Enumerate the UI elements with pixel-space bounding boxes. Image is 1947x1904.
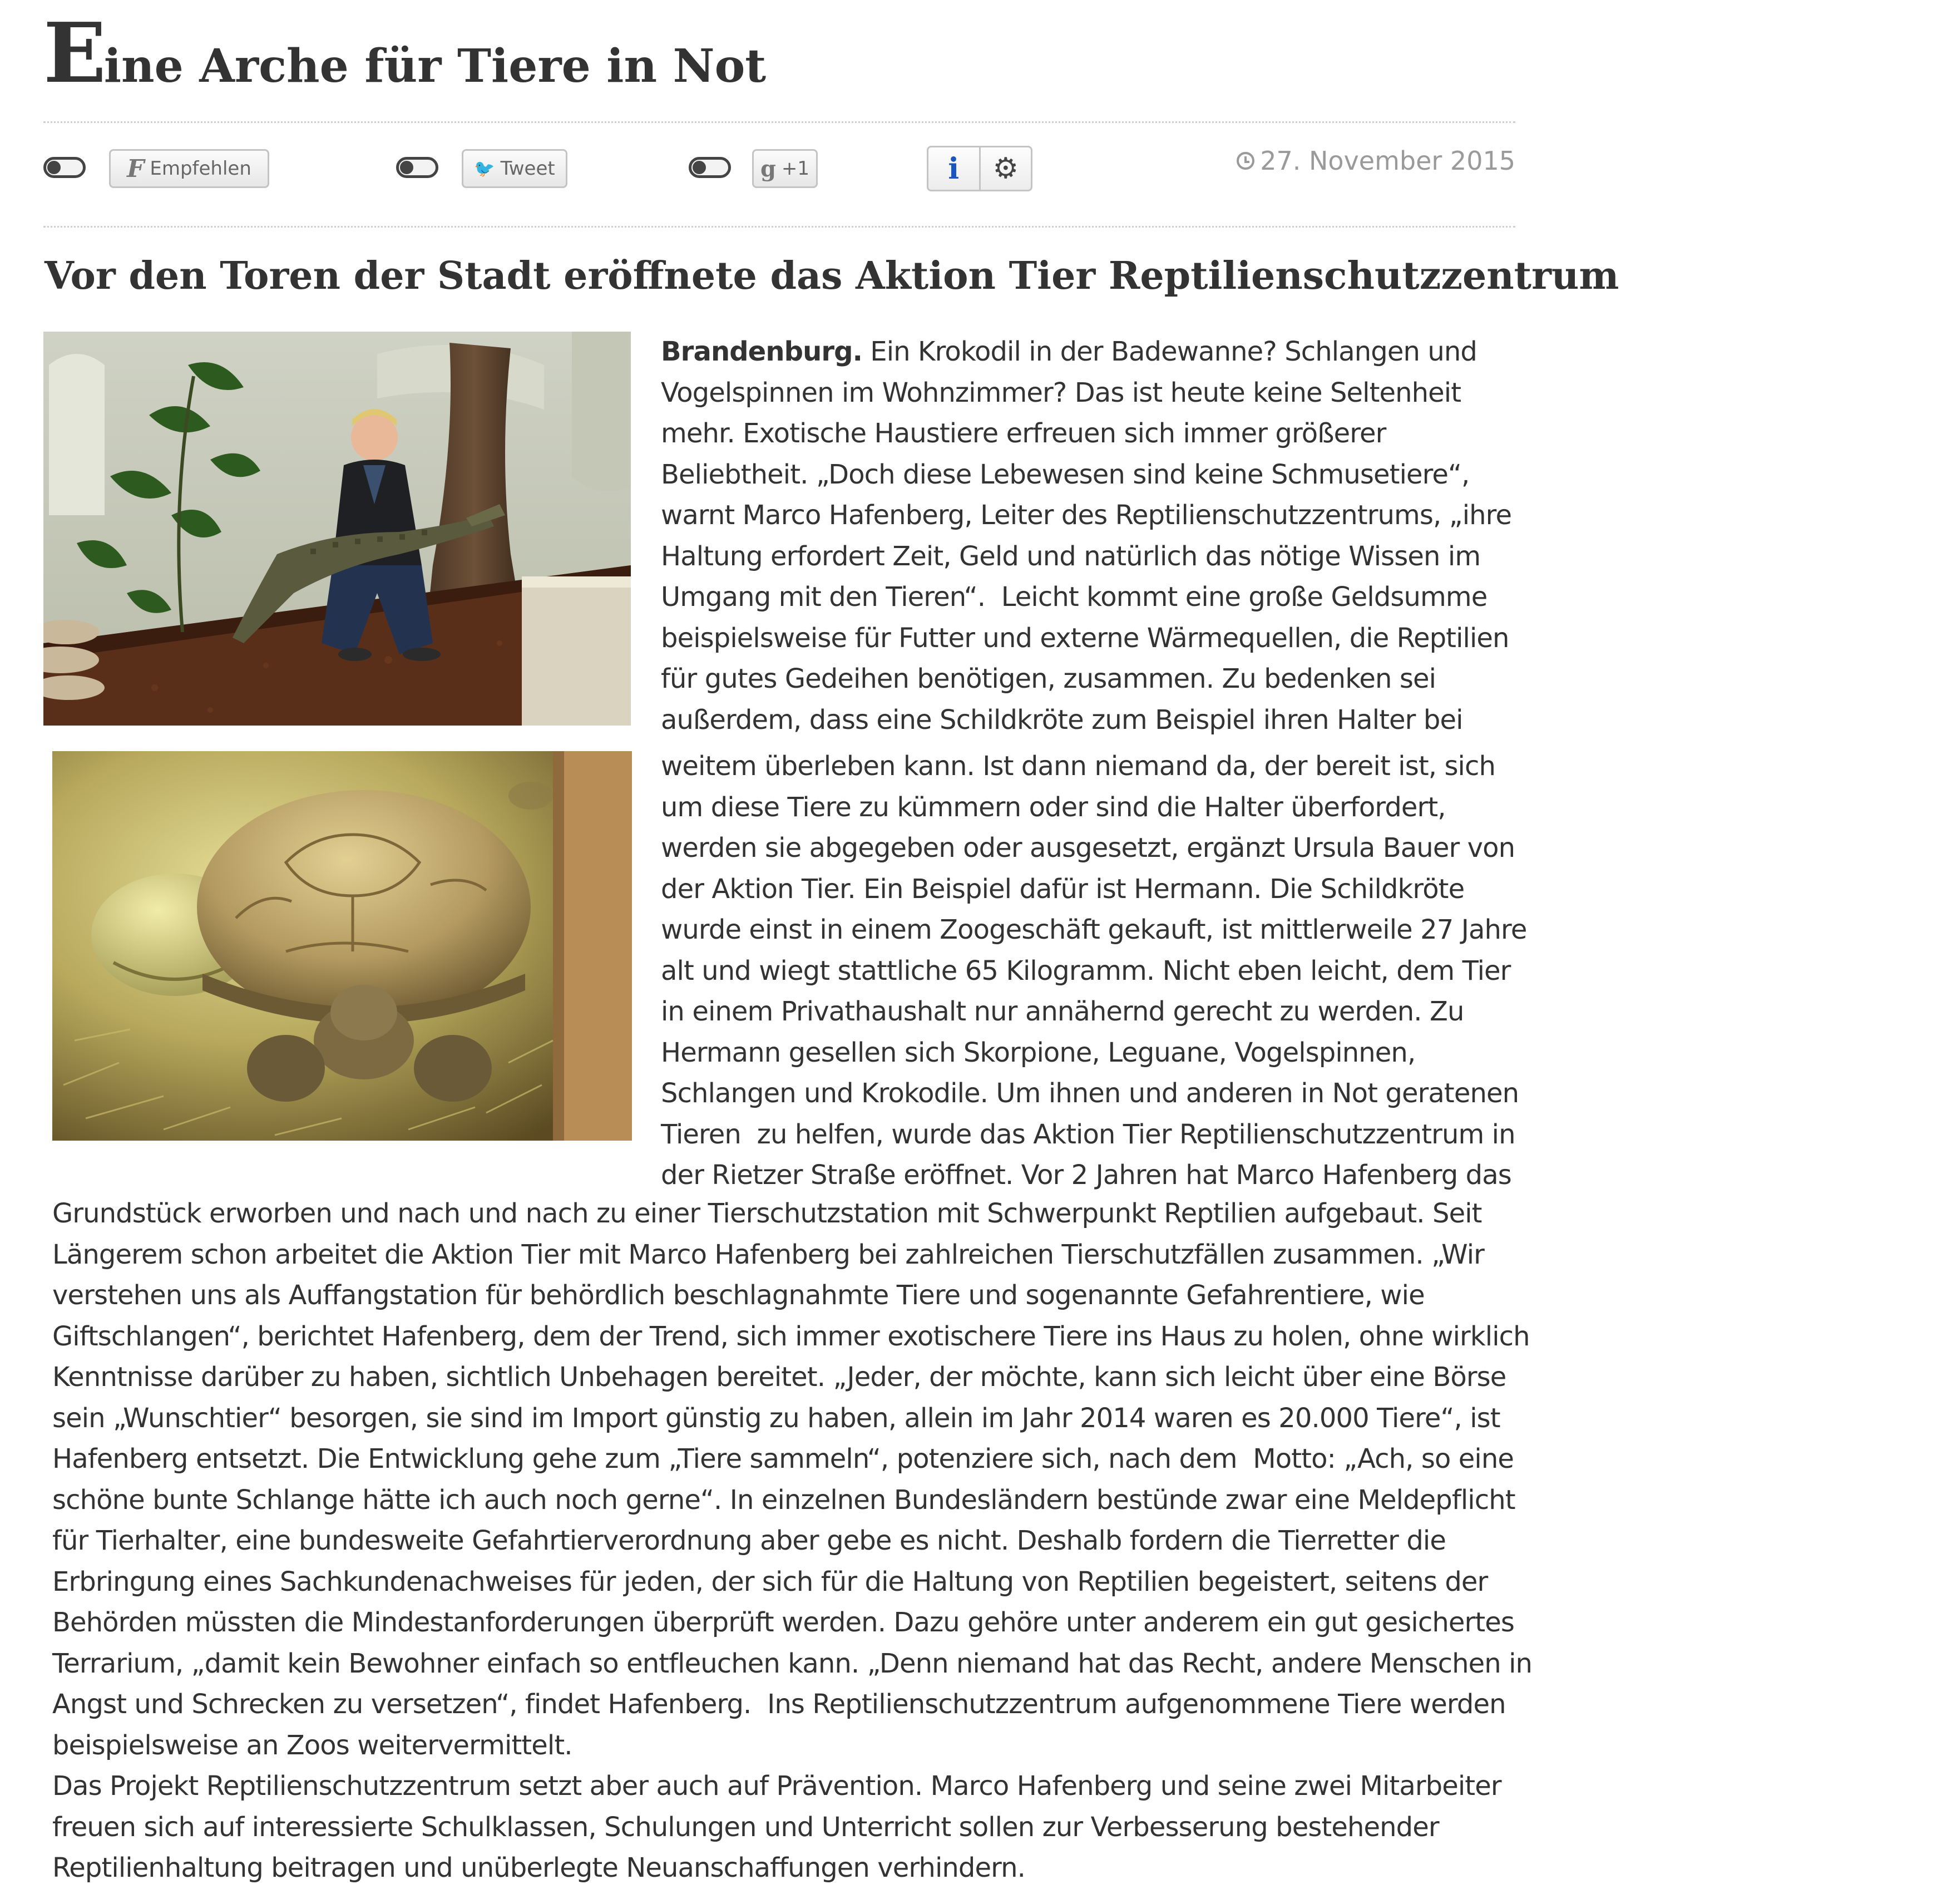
google-plus-label: +1 [781,157,810,180]
facebook-privacy-toggle[interactable] [43,157,86,178]
twitter-privacy-toggle[interactable] [396,157,438,178]
body-line: weitem überleben kann. Ist dann niemand da, der bereit ist, sich [661,751,1496,782]
crocodile-photo-illustration [43,332,631,726]
body-line: Längerem schon arbeitet die Aktion Tier mit Marco Hafenberg bei zahlreichen Tierschutzfällen zusammen. „Wir [52,1239,1484,1270]
google-plus-icon: g [760,155,776,182]
title-first-letter: E [43,4,104,101]
body-line: Grundstück erworben und nach und nach zu einer Tierschutzstation mit Schwerpunkt Reptilien aufgebaut. Seit [52,1198,1482,1229]
lead-dateline: Brandenburg. [661,336,862,367]
intro-line [661,332,1511,373]
crocodile-photo [43,332,631,726]
gear-icon: ⚙ [992,152,1019,185]
top-divider [43,121,1515,123]
body-line: freuen sich auf interessierte Schulklassen, Schulungen und Unterricht sollen zur Verbesserung bestehender [52,1811,1439,1843]
article-intro-paragraph [661,332,1511,741]
intro-line: Umgang mit den Tieren“. Leicht kommt eine große Geldsumme [661,581,1488,613]
body-line: Reptilienhaltung beitragen und unüberlegte Neuanschaffungen verhindern. [52,1852,1025,1883]
body-line: für Tierhalter, eine bundesweite Gefahrtierverordnung aber gebe es nicht. Deshalb fordern die Tierretter die [52,1525,1446,1556]
article-subtitle: Vor den Toren der Stadt eröffnete das Aktion Tier Reptilienschutzzentrum [45,254,1619,298]
body-line: Hafenberg entsetzt. Die Entwicklung gehe zum „Tiere sammeln“, potenziere sich, nach dem Motto: „Ach, so eine [52,1443,1514,1474]
gplus-privacy-toggle[interactable] [689,157,731,178]
body-line: werden sie abgegeben oder ausgesetzt, ergänzt Ursula Bauer von [661,832,1515,864]
body-line: Giftschlangen“, berichtet Hafenberg, dem der Trend, sich immer exotischere Tiere ins Haus zu holen, ohne wirklich [52,1320,1530,1352]
body-line: Terrarium, „damit kein Bewohner einfach so entfleuchen kann. „Denn niemand hat das Recht, andere Menschen in [52,1647,1533,1679]
tortoise-photo-illustration [52,751,632,1141]
article-body-full-width [52,1193,1532,1889]
body-line: Hermann gesellen sich Skorpione, Leguane, Vogelspinnen, [661,1037,1416,1068]
intro-line: außerdem, dass eine Schildkröte zum Beispiel ihren Halter bei [661,704,1463,736]
intro-line: warnt Marco Hafenberg, Leiter des Reptilienschutzzentrums, „ihre [661,500,1512,531]
tweet-button[interactable] [462,149,567,188]
body-line: alt und wiegt stattliche 65 Kilogramm. Nicht eben leicht, dem Tier [661,955,1511,986]
info-button[interactable] [928,147,979,190]
article-title [43,4,766,101]
body-line: sein „Wunschtier“ besorgen, sie sind im Import günstig zu haben, allein im Jahr 2014 waren es 20.000 Tiere“, ist [52,1402,1500,1434]
facebook-like-label: Empfehlen [150,157,251,180]
body-line: verstehen uns als Auffangstation für behördlich beschlagnahmte Tiere und sogenannte Gefahrentiere, wie [52,1280,1425,1311]
settings-button[interactable] [979,147,1031,190]
body-line: in einem Privathaushalt nur annähernd gerecht zu werden. Zu [661,996,1464,1027]
google-plus-button[interactable] [752,149,818,188]
title-rest: ine Arche für Tiere in Not [103,40,767,93]
intro-line: Vogelspinnen im Wohnzimmer? Das ist heute keine Seltenheit [661,377,1461,408]
body-line: um diese Tiere zu kümmern oder sind die Halter überfordert, [661,791,1446,823]
intro-line: Haltung erfordert Zeit, Geld und natürlich das nötige Wissen im [661,540,1481,572]
intro-line: Beliebtheit. „Doch diese Lebewesen sind keine Schmusetiere“, [661,458,1470,490]
intro-line: beispielsweise für Futter und externe Wärmequellen, die Reptilien [661,622,1509,654]
body-line: beispielsweise an Zoos weitervermittelt. [52,1729,572,1761]
body-line: der Rietzer Straße eröffnet. Vor 2 Jahren hat Marco Hafenberg das [661,1160,1511,1191]
body-line: Erbringung eines Sachkundenachweises für jeden, der sich für die Haltung von Reptilien begeistert, seitens der [52,1566,1488,1597]
tortoise-photo [52,751,632,1141]
body-line: Kenntnisse darüber zu haben, sichtlich Unbehagen bereitet. „Jeder, der möchte, kann sich leicht über eine Börse [52,1362,1506,1393]
body-line: Angst und Schrecken zu versetzen“, findet Hafenberg. Ins Reptilienschutzzentrum aufgenommene Tiere werden [52,1689,1506,1720]
article-body-right-column [661,746,1526,1196]
body-line: Schlangen und Krokodile. Um ihnen und anderen in Not geratenen [661,1078,1519,1109]
facebook-icon: F [127,154,145,183]
body-line: Behörden müssten die Mindestanforderungen überprüft werden. Dazu gehöre unter anderem ein gut gesichertes [52,1607,1514,1638]
social-info-settings-group [927,146,1032,191]
info-icon: i [948,151,960,186]
body-line: wurde einst in einem Zoogeschäft gekauft, ist mittlerweile 27 Jahre [661,914,1527,945]
intro-line: mehr. Exotische Haustiere erfreuen sich immer größerer [661,418,1386,449]
body-line: der Aktion Tier. Ein Beispiel dafür ist Hermann. Die Schildkröte [661,873,1465,905]
tweet-label: Tweet [500,157,555,180]
intro-line: für gutes Gedeihen benötigen, zusammen. Zu bedenken sei [661,663,1436,694]
bottom-divider [43,226,1515,228]
body-line: Das Projekt Reptilienschutzzentrum setzt aber auch auf Prävention. Marco Hafenberg und seine zwei Mitarbeiter [52,1770,1501,1802]
publish-date [1237,146,1515,176]
publish-date-text: 27. November 2015 [1260,146,1515,176]
body-line: Tieren zu helfen, wurde das Aktion Tier Reptilienschutzzentrum in [661,1118,1515,1150]
clock-icon [1237,152,1254,170]
intro-line-text: Ein Krokodil in der Badewanne? Schlangen und [862,336,1477,367]
facebook-like-button[interactable] [109,149,269,188]
body-line: schöne bunte Schlange hätte ich auch noch gerne“. In einzelnen Bundesländern bestünde zwar eine Meldepflicht [52,1484,1515,1516]
twitter-bird-icon: 🐦 [474,159,495,179]
